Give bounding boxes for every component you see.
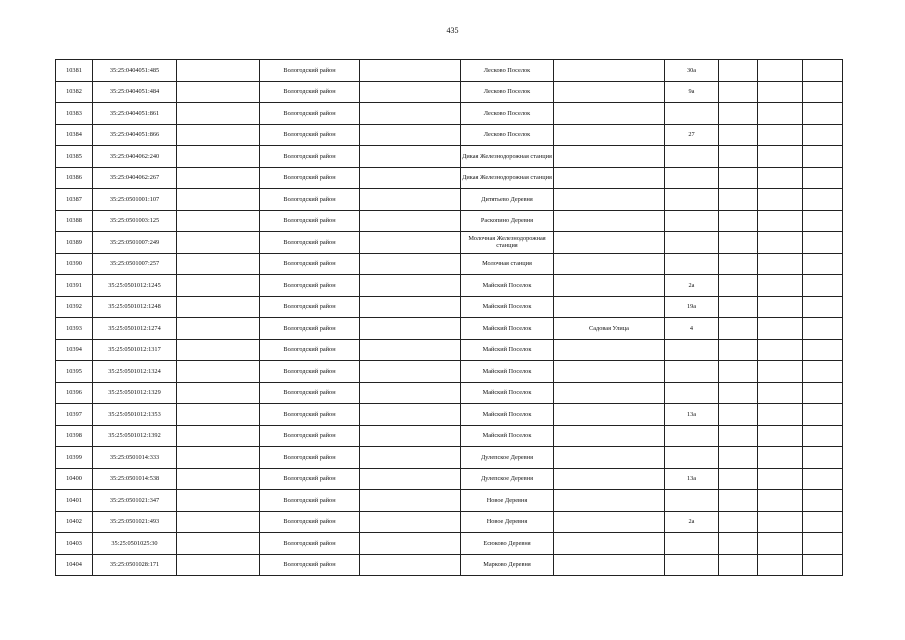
locality-cell: Дитятьево Деревня [461,189,554,211]
empty-cell [719,361,758,383]
locality-cell: Марково Деревня [461,554,554,576]
empty-cell [758,468,803,490]
street-cell [554,404,665,426]
cadastral-number-cell: 35:25:0501012:1248 [93,296,177,318]
house-number-cell [665,382,719,404]
empty-cell [758,253,803,275]
empty-cell [360,124,461,146]
empty-cell [719,275,758,297]
empty-cell [360,533,461,555]
cadastral-number-cell: 35:25:0404051:485 [93,60,177,82]
district-cell: Вологодский район [260,554,360,576]
empty-cell [177,468,260,490]
table-row [56,167,843,189]
table-row [56,318,843,340]
locality-cell: Майский Поселок [461,296,554,318]
street-cell [554,81,665,103]
district-cell: Вологодский район [260,447,360,469]
table-row [56,339,843,361]
empty-cell [177,511,260,533]
locality-cell: Раскопино Деревня [461,210,554,232]
street-cell [554,296,665,318]
empty-cell [360,404,461,426]
empty-cell [803,425,843,447]
house-number-cell [665,253,719,275]
empty-cell [719,554,758,576]
empty-cell [803,167,843,189]
empty-cell [719,167,758,189]
locality-cell: Майский Поселок [461,382,554,404]
record-number-cell: 10396 [56,382,93,404]
cadastral-number-cell: 35:25:0501012:1392 [93,425,177,447]
street-cell [554,189,665,211]
locality-cell: Лесково Поселок [461,124,554,146]
empty-cell [803,253,843,275]
district-cell: Вологодский район [260,275,360,297]
street-cell [554,167,665,189]
table-row [56,189,843,211]
locality-cell: Новое Деревня [461,511,554,533]
house-number-cell: 9а [665,81,719,103]
house-number-cell [665,490,719,512]
empty-cell [758,447,803,469]
street-cell [554,60,665,82]
empty-cell [177,425,260,447]
empty-cell [758,103,803,125]
table-row [56,60,843,82]
empty-cell [360,490,461,512]
empty-cell [719,447,758,469]
street-cell [554,382,665,404]
cadastral-number-cell: 35:25:0501012:1324 [93,361,177,383]
empty-cell [719,318,758,340]
record-number-cell: 10385 [56,146,93,168]
street-cell [554,339,665,361]
district-cell: Вологодский район [260,103,360,125]
empty-cell [758,296,803,318]
table-row [56,253,843,275]
table-row [56,361,843,383]
empty-cell [719,146,758,168]
empty-cell [719,253,758,275]
locality-cell: Дулепское Деревня [461,468,554,490]
cadastral-number-cell: 35:25:0501025:30 [93,533,177,555]
empty-cell [177,361,260,383]
empty-cell [758,210,803,232]
empty-cell [719,210,758,232]
record-number-cell: 10397 [56,404,93,426]
empty-cell [758,167,803,189]
empty-cell [803,511,843,533]
empty-cell [360,232,461,254]
empty-cell [177,275,260,297]
empty-cell [758,554,803,576]
empty-cell [719,189,758,211]
house-number-cell [665,210,719,232]
cadastral-number-cell: 35:25:0501001:107 [93,189,177,211]
street-cell [554,103,665,125]
record-number-cell: 10402 [56,511,93,533]
record-number-cell: 10383 [56,103,93,125]
house-number-cell: 13а [665,404,719,426]
empty-cell [719,124,758,146]
record-number-cell: 10395 [56,361,93,383]
house-number-cell: 2а [665,511,719,533]
empty-cell [758,339,803,361]
empty-cell [803,60,843,82]
empty-cell [177,146,260,168]
house-number-cell: 19а [665,296,719,318]
empty-cell [758,425,803,447]
record-number-cell: 10400 [56,468,93,490]
empty-cell [803,103,843,125]
table-row [56,382,843,404]
street-cell [554,425,665,447]
district-cell: Вологодский район [260,339,360,361]
empty-cell [719,490,758,512]
empty-cell [360,60,461,82]
empty-cell [803,232,843,254]
empty-cell [758,146,803,168]
cadastral-number-cell: 35:25:0501007:249 [93,232,177,254]
locality-cell: Есюково Деревня [461,533,554,555]
empty-cell [719,382,758,404]
empty-cell [803,275,843,297]
empty-cell [360,103,461,125]
locality-cell: Новое Деревня [461,490,554,512]
cadastral-number-cell: 35:25:0404051:484 [93,81,177,103]
table-row [56,232,843,254]
street-cell [554,253,665,275]
empty-cell [758,60,803,82]
locality-cell: Майский Поселок [461,339,554,361]
empty-cell [177,404,260,426]
street-cell [554,490,665,512]
empty-cell [719,60,758,82]
empty-cell [758,404,803,426]
locality-cell: Лесково Поселок [461,81,554,103]
district-cell: Вологодский район [260,232,360,254]
empty-cell [758,490,803,512]
district-cell: Вологодский район [260,468,360,490]
empty-cell [177,382,260,404]
district-cell: Вологодский район [260,490,360,512]
house-number-cell: 30а [665,60,719,82]
table-row [56,124,843,146]
empty-cell [360,318,461,340]
empty-cell [177,318,260,340]
empty-cell [177,81,260,103]
street-cell [554,468,665,490]
locality-cell: Молочная Железнодорожная станция [461,232,554,254]
registry-table [55,59,843,576]
empty-cell [177,60,260,82]
cadastral-number-cell: 35:25:0404051:861 [93,103,177,125]
table-row [56,447,843,469]
empty-cell [803,490,843,512]
house-number-cell [665,361,719,383]
district-cell: Вологодский район [260,189,360,211]
record-number-cell: 10390 [56,253,93,275]
empty-cell [719,533,758,555]
locality-cell: Лесково Поселок [461,60,554,82]
empty-cell [360,167,461,189]
empty-cell [360,425,461,447]
district-cell: Вологодский район [260,124,360,146]
locality-cell: Майский Поселок [461,318,554,340]
street-cell [554,146,665,168]
record-number-cell: 10403 [56,533,93,555]
record-number-cell: 10401 [56,490,93,512]
empty-cell [719,425,758,447]
empty-cell [177,554,260,576]
house-number-cell [665,554,719,576]
empty-cell [803,554,843,576]
table-row [56,296,843,318]
house-number-cell: 4 [665,318,719,340]
cadastral-number-cell: 35:25:0404051:866 [93,124,177,146]
empty-cell [803,339,843,361]
empty-cell [803,296,843,318]
district-cell: Вологодский район [260,210,360,232]
empty-cell [177,490,260,512]
empty-cell [177,210,260,232]
empty-cell [360,275,461,297]
empty-cell [719,103,758,125]
house-number-cell [665,447,719,469]
record-number-cell: 10387 [56,189,93,211]
locality-cell: Майский Поселок [461,361,554,383]
district-cell: Вологодский район [260,511,360,533]
table-row [56,511,843,533]
record-number-cell: 10389 [56,232,93,254]
street-cell [554,554,665,576]
locality-cell: Майский Поселок [461,404,554,426]
street-cell [554,361,665,383]
record-number-cell: 10394 [56,339,93,361]
record-number-cell: 10392 [56,296,93,318]
table-row [56,275,843,297]
empty-cell [803,382,843,404]
cadastral-number-cell: 35:25:0501012:1353 [93,404,177,426]
empty-cell [758,382,803,404]
house-number-cell [665,103,719,125]
house-number-cell [665,146,719,168]
empty-cell [177,253,260,275]
empty-cell [719,468,758,490]
empty-cell [360,511,461,533]
house-number-cell [665,189,719,211]
locality-cell: Лесково Поселок [461,103,554,125]
empty-cell [758,318,803,340]
empty-cell [803,210,843,232]
empty-cell [177,447,260,469]
empty-cell [177,296,260,318]
street-cell [554,447,665,469]
district-cell: Вологодский район [260,318,360,340]
cadastral-number-cell: 35:25:0501021:347 [93,490,177,512]
record-number-cell: 10386 [56,167,93,189]
street-cell: Садовая Улица [554,318,665,340]
table-row [56,533,843,555]
empty-cell [719,232,758,254]
empty-cell [360,189,461,211]
district-cell: Вологодский район [260,81,360,103]
table-row [56,554,843,576]
empty-cell [360,210,461,232]
empty-cell [360,339,461,361]
record-number-cell: 10393 [56,318,93,340]
cadastral-number-cell: 35:25:0501014:333 [93,447,177,469]
table-row [56,468,843,490]
cadastral-number-cell: 35:25:0501012:1329 [93,382,177,404]
empty-cell [803,468,843,490]
empty-cell [803,318,843,340]
street-cell [554,124,665,146]
empty-cell [758,124,803,146]
cadastral-number-cell: 35:25:0501021:493 [93,511,177,533]
empty-cell [758,533,803,555]
empty-cell [758,81,803,103]
record-number-cell: 10381 [56,60,93,82]
house-number-cell [665,425,719,447]
district-cell: Вологодский район [260,60,360,82]
empty-cell [360,382,461,404]
record-number-cell: 10399 [56,447,93,469]
street-cell [554,511,665,533]
empty-cell [177,189,260,211]
district-cell: Вологодский район [260,404,360,426]
district-cell: Вологодский район [260,296,360,318]
record-number-cell: 10384 [56,124,93,146]
locality-cell: Дикая Железнодорожная станция [461,167,554,189]
cadastral-number-cell: 35:25:0501003:125 [93,210,177,232]
house-number-cell: 13а [665,468,719,490]
table-row [56,490,843,512]
empty-cell [803,447,843,469]
empty-cell [758,361,803,383]
empty-cell [719,339,758,361]
empty-cell [719,296,758,318]
record-number-cell: 10404 [56,554,93,576]
street-cell [554,275,665,297]
empty-cell [803,124,843,146]
district-cell: Вологодский район [260,382,360,404]
cadastral-number-cell: 35:25:0404062:267 [93,167,177,189]
empty-cell [758,189,803,211]
empty-cell [803,404,843,426]
district-cell: Вологодский район [260,253,360,275]
locality-cell: Дулепское Деревня [461,447,554,469]
empty-cell [177,232,260,254]
empty-cell [177,124,260,146]
cadastral-number-cell: 35:25:0501028:171 [93,554,177,576]
empty-cell [758,275,803,297]
empty-cell [177,103,260,125]
empty-cell [360,361,461,383]
table-row [56,404,843,426]
record-number-cell: 10382 [56,81,93,103]
empty-cell [758,232,803,254]
empty-cell [719,81,758,103]
empty-cell [360,81,461,103]
record-number-cell: 10388 [56,210,93,232]
house-number-cell: 27 [665,124,719,146]
district-cell: Вологодский район [260,425,360,447]
locality-cell: Майский Поселок [461,275,554,297]
district-cell: Вологодский район [260,361,360,383]
empty-cell [360,468,461,490]
district-cell: Вологодский район [260,533,360,555]
record-number-cell: 10391 [56,275,93,297]
empty-cell [360,296,461,318]
empty-cell [360,253,461,275]
locality-cell: Майский Поселок [461,425,554,447]
house-number-cell [665,232,719,254]
district-cell: Вологодский район [260,167,360,189]
page-number: 435 [446,26,459,35]
empty-cell [803,361,843,383]
empty-cell [803,189,843,211]
cadastral-number-cell: 35:25:0501012:1274 [93,318,177,340]
empty-cell [177,167,260,189]
empty-cell [360,554,461,576]
house-number-cell [665,339,719,361]
empty-cell [803,533,843,555]
locality-cell: Дикая Железнодорожная станция [461,146,554,168]
street-cell [554,210,665,232]
cadastral-number-cell: 35:25:0404062:240 [93,146,177,168]
cadastral-number-cell: 35:25:0501012:1245 [93,275,177,297]
empty-cell [177,339,260,361]
district-cell: Вологодский район [260,146,360,168]
empty-cell [360,447,461,469]
cadastral-number-cell: 35:25:0501014:538 [93,468,177,490]
table-row [56,103,843,125]
table-row [56,81,843,103]
empty-cell [360,146,461,168]
empty-cell [177,533,260,555]
street-cell [554,232,665,254]
empty-cell [758,511,803,533]
house-number-cell [665,167,719,189]
street-cell [554,533,665,555]
empty-cell [719,404,758,426]
cadastral-number-cell: 35:25:0501007:257 [93,253,177,275]
table-row [56,210,843,232]
table-row [56,146,843,168]
empty-cell [803,146,843,168]
house-number-cell [665,533,719,555]
empty-cell [803,81,843,103]
record-number-cell: 10398 [56,425,93,447]
empty-cell [719,511,758,533]
house-number-cell: 2а [665,275,719,297]
table-row [56,425,843,447]
cadastral-number-cell: 35:25:0501012:1317 [93,339,177,361]
locality-cell: Молочная станция [461,253,554,275]
